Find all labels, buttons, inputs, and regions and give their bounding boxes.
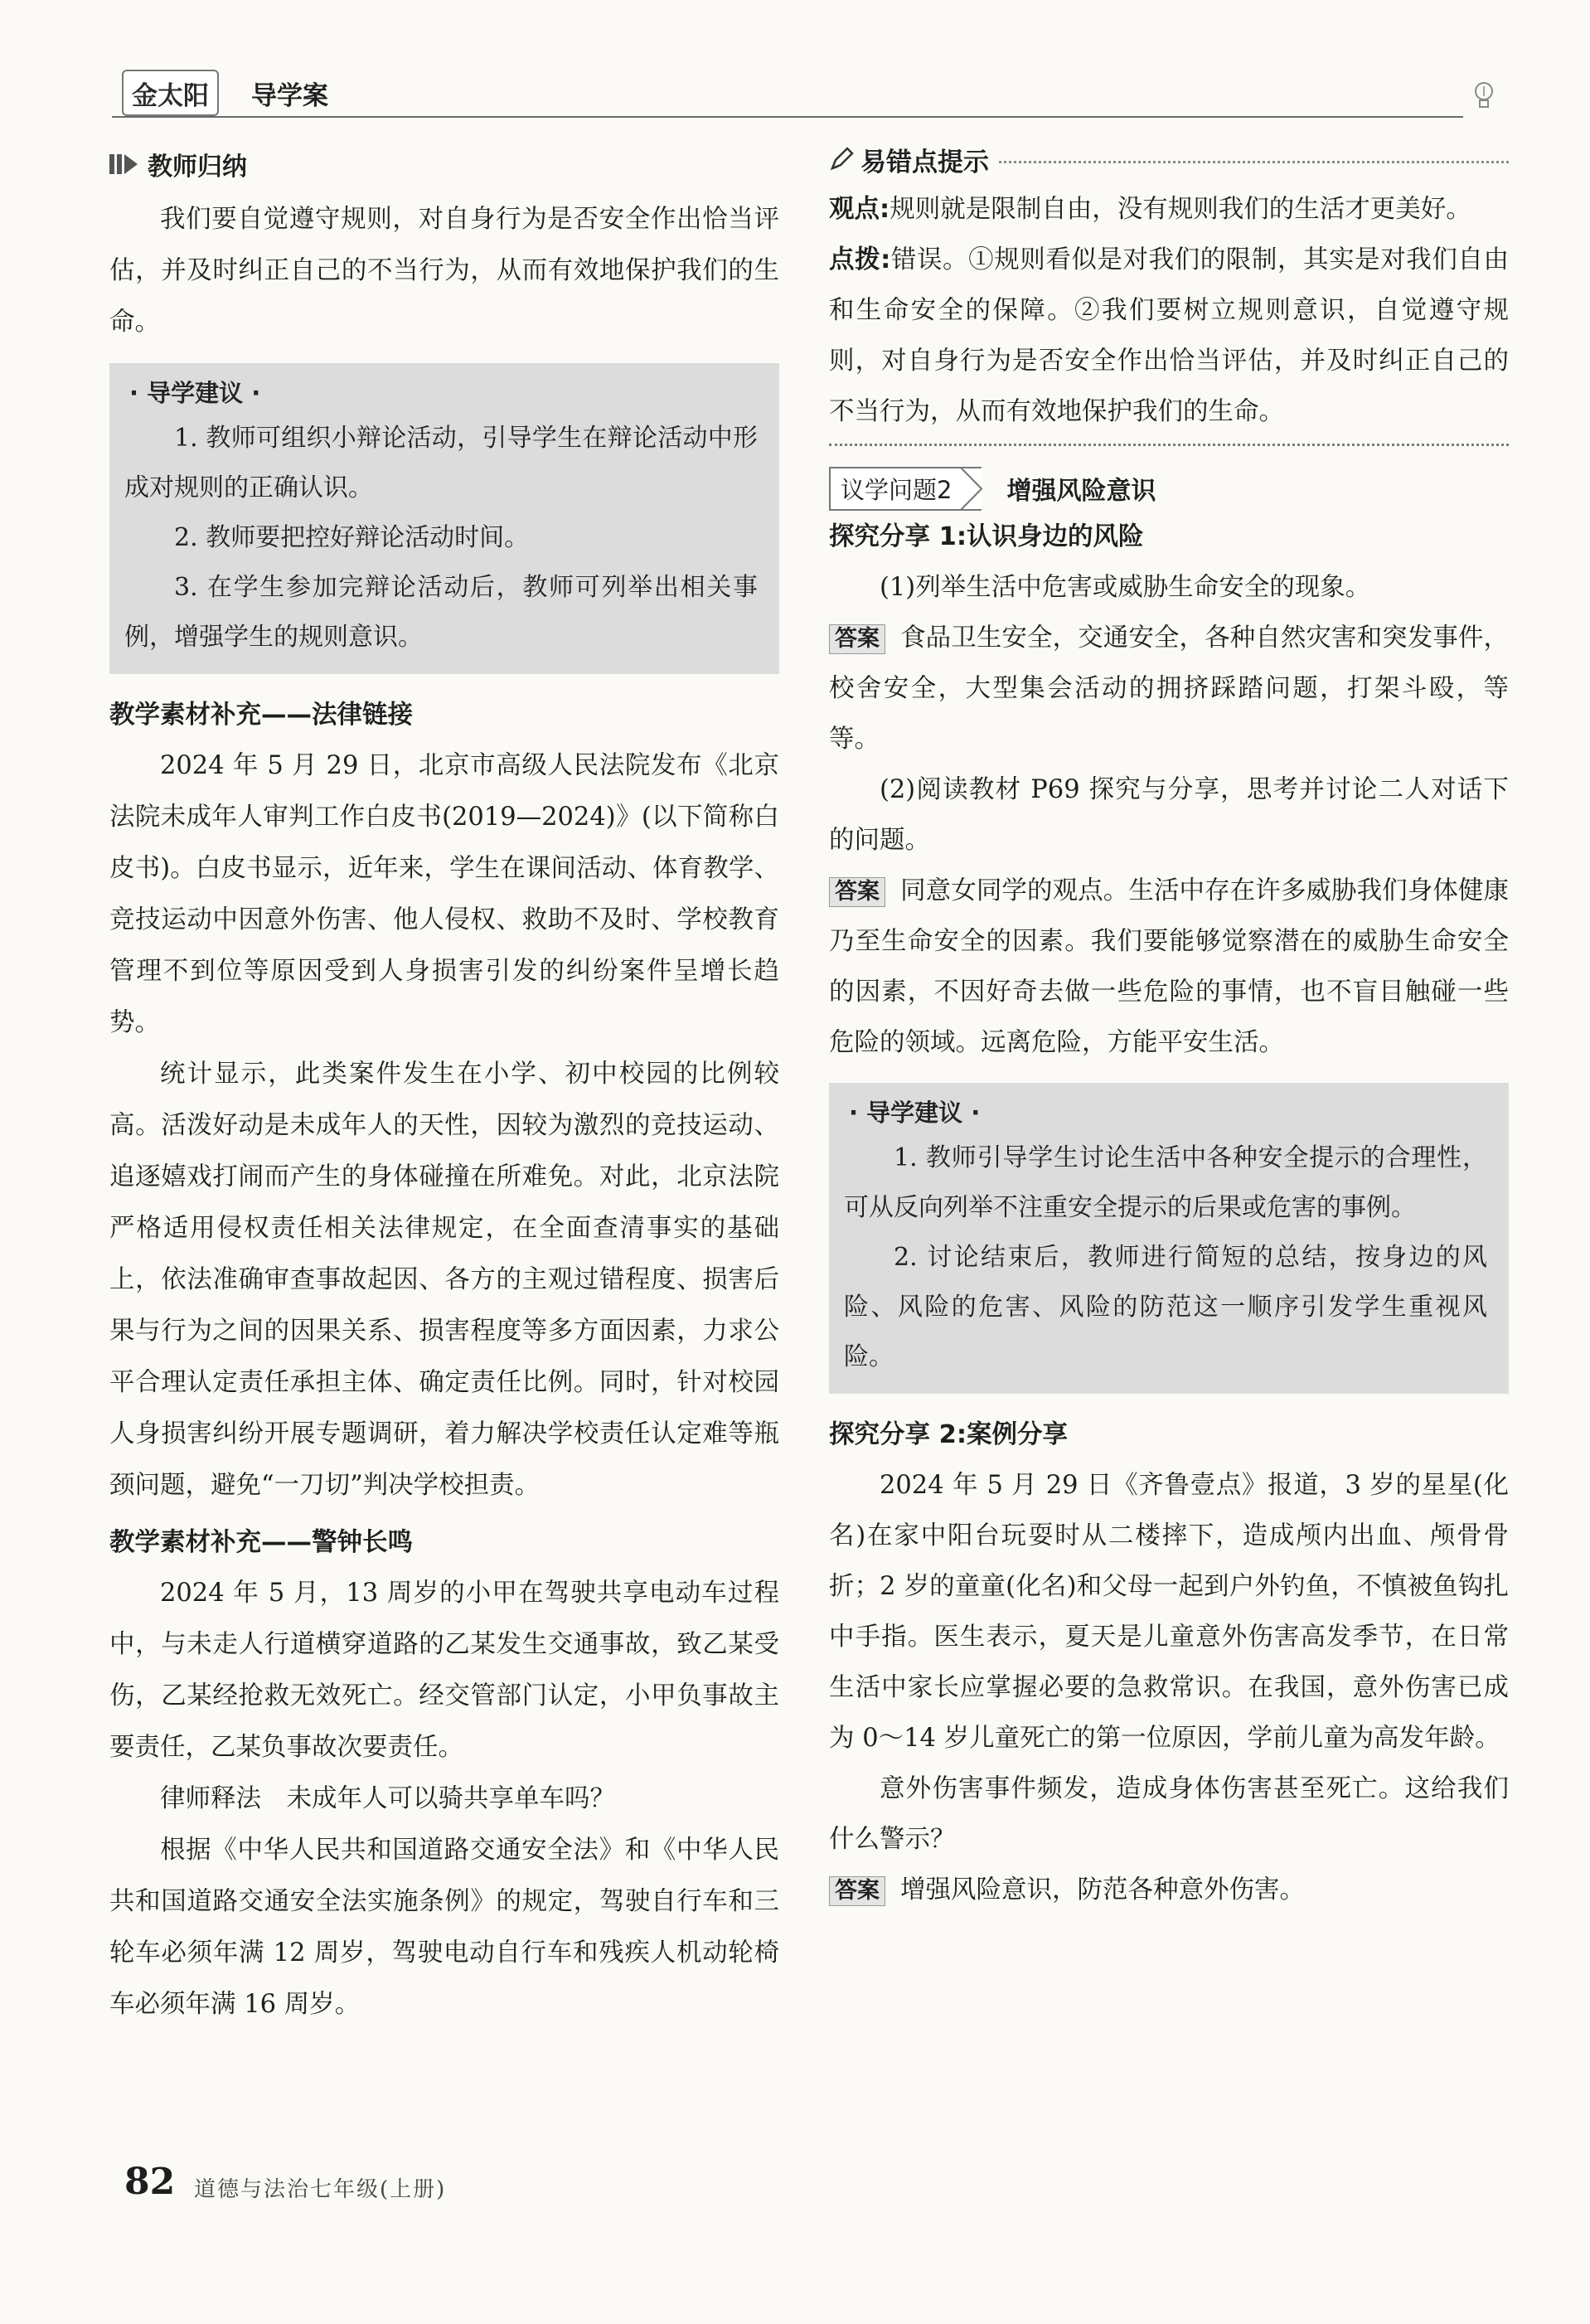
alarm-heading: 教学素材补充——警钟长鸣: [109, 1528, 413, 1557]
guide-item: 1. 教师引导学生讨论生活中各种安全提示的合理性，可从反向列举不注重安全提示的后果或危害的事例。: [844, 1143, 1487, 1222]
law-link-paragraph: 2024 年 5 月 29 日，北京市高级人民法院发布《北京法院未成年人审判工作白皮书(2019—2024)》(以下简称白皮书)。白皮书显示，近年来，学生在课间活动、体育教学、竞技运动中因意外伤害、他人侵权、救助不及时、学校教育管理不到位等原因受到人身损害引发的纠纷案件呈增长趋势。: [109, 751, 779, 1037]
header-rule: [112, 116, 1463, 118]
answer-label: 答案: [829, 1876, 885, 1906]
answer-text: 食品卫生安全，交通安全，各种自然灾害和突发事件，校舍安全，大型集会活动的拥挤踩踏问题，打架斗殴，等等。: [829, 623, 1509, 754]
brand-logo: 金太阳: [122, 70, 219, 116]
book-title: 道德与法治七年级(上册): [194, 2177, 447, 2202]
teacher-summary-heading: [109, 148, 779, 181]
tag-arrow-icon: [960, 467, 983, 511]
answer-label: 答案: [829, 877, 885, 907]
answer-text: 同意女同学的观点。生活中存在许多威胁我们身体健康乃至生命安全的因素。我们要能够觉察潜在的威胁生命安全的因素，不因好奇去做一些危险的事情，也不盲目触碰一些危险的领域。远离危险，方能平安生活。: [829, 876, 1509, 1057]
section-marker-icon: [109, 153, 138, 176]
explore1-q2: (2)阅读教材 P69 探究与分享，思考并讨论二人对话下的问题。: [829, 775, 1509, 855]
page-header: [104, 65, 1496, 119]
guide-title: · 导学建议 ·: [849, 1099, 981, 1127]
hint-label: 点拨:: [829, 245, 891, 274]
viewpoint-text: 规则就是限制自由，没有规则我们的生活才更美好。: [890, 195, 1471, 224]
guide-box-left: [109, 363, 779, 674]
law-link-paragraph: 统计显示，此类案件发生在小学、初中校园的比例较高。活泼好动是未成年人的天性，因较为激烈的竞技运动、追逐嬉戏打闹而产生的身体碰撞在所难免。对此，北京法院严格适用侵权责任相关法律规定，在全面查清事实的基础上，依法准确审查事故起因、各方的主观过错程度、损害后果与行为之间的因果关系、损害程度等多方面因素，力求公平合理认定责任承担主体、确定责任比例。同时，针对校园人身损害纠纷开展专题调研，着力解决学校责任认定难等瓶颈问题，避免“一刀切”判决学校担责。: [109, 1060, 779, 1500]
viewpoint-label: 观点:: [829, 195, 890, 224]
explore2-question: 意外伤害事件频发，造成身体伤害甚至死亡。这给我们什么警示？: [829, 1774, 1509, 1854]
guide-item: 3. 在学生参加完辩论活动后，教师可列举出相关事例，增强学生的规则意识。: [124, 573, 758, 652]
guide-box-right: [829, 1083, 1509, 1394]
explore1-heading: 探究分享 1:认识身边的风险: [829, 522, 1144, 551]
explore2-heading: 探究分享 2:案例分享: [829, 1420, 1069, 1449]
dotted-divider: [999, 161, 1509, 163]
answer-text: 增强风险意识，防范各种意外伤害。: [900, 1875, 1305, 1904]
guide-item: 1. 教师可组织小辩论活动，引导学生在辩论活动中形成对规则的正确认识。: [124, 424, 758, 502]
explore1-q1: (1)列举生活中危害或威胁生命安全的现象。: [880, 573, 1371, 602]
guide-item: 2. 教师要把控好辩论活动时间。: [174, 523, 530, 552]
page-number: 82: [124, 2161, 176, 2203]
tip-viewpoint: [829, 184, 1509, 235]
explore1-a1: [829, 613, 1509, 764]
explore2-answer: [829, 1865, 1509, 1915]
alarm-paragraph: 2024 年 5 月，13 周岁的小甲在驾驶共享电动车过程中，与未走人行道横穿道路的乙某发生交通事故，致乙某受伤，乙某经抢救无效死亡。经交管部门认定，小甲负事故主要责任，乙某负事故次要责任。: [109, 1579, 779, 1762]
explore1-a2: [829, 866, 1509, 1068]
guide-item: 2. 讨论结束后，教师进行简短的总结，按身边的风险、风险的危害、风险的防范这一顺序引发学生重视风险。: [844, 1243, 1487, 1371]
hint-text: 错误。①规则看似是对我们的限制，其实是对我们自由和生命安全的保障。②我们要树立规则意识，自觉遵守规则，对自身行为是否安全作出恰当评估，并及时纠正自己的不当行为，从而有效地保护我们的生命。: [829, 245, 1510, 426]
error-tip-title: 易错点提示: [860, 147, 989, 177]
lightbulb-icon: [1471, 80, 1496, 113]
alarm-paragraph: 根据《中华人民共和国道路交通安全法》和《中华人民共和国道路交通安全法实施条例》的规定，驾驶自行车和三轮车必须年满 12 周岁，驾驶电动自行车和残疾人机动轮椅车必须年满 16 周岁。: [109, 1836, 779, 2019]
question-tag: [829, 467, 982, 511]
left-column: [109, 148, 779, 2030]
question-tag-text: 议学问题2: [841, 475, 953, 504]
tip-hint: [829, 235, 1509, 437]
question-title: 增强风险意识: [1006, 477, 1156, 506]
teacher-summary-title: 教师归纳: [148, 153, 247, 182]
teacher-summary-text: 我们要自觉遵守规则，对自身行为是否安全作出恰当评估，并及时纠正自己的不当行为，从而有效地保护我们的生命。: [109, 205, 779, 337]
law-link-heading: 教学素材补充——法律链接: [109, 701, 413, 730]
header-tag: 导学案: [251, 81, 328, 111]
explore2-case: 2024 年 5 月 29 日《齐鲁壹点》报道，3 岁的星星(化名)在家中阳台玩耍时从二楼摔下，造成颅内出血、颅骨骨折；2 岁的童童(化名)和父母一起到户外钓鱼，不慎被鱼钩扎中手指。医生表示，夏天是儿童意外伤害高发季节，在日常生活中家长应掌握必要的急救常识。在我国，意外伤害已成为 0～14 岁儿童死亡的第一位原因，学前儿童为高发年龄。: [829, 1471, 1509, 1753]
right-column: [829, 141, 1509, 1915]
error-tip-box: [829, 141, 1509, 446]
lawyer-explain: 律师释法 未成年人可以骑共享单车吗？: [160, 1784, 615, 1813]
answer-label: 答案: [829, 624, 885, 654]
pencil-icon: [829, 147, 854, 172]
error-tip-heading: [829, 141, 1509, 177]
guide-title: · 导学建议 ·: [129, 379, 261, 407]
question-heading: [829, 468, 1509, 509]
